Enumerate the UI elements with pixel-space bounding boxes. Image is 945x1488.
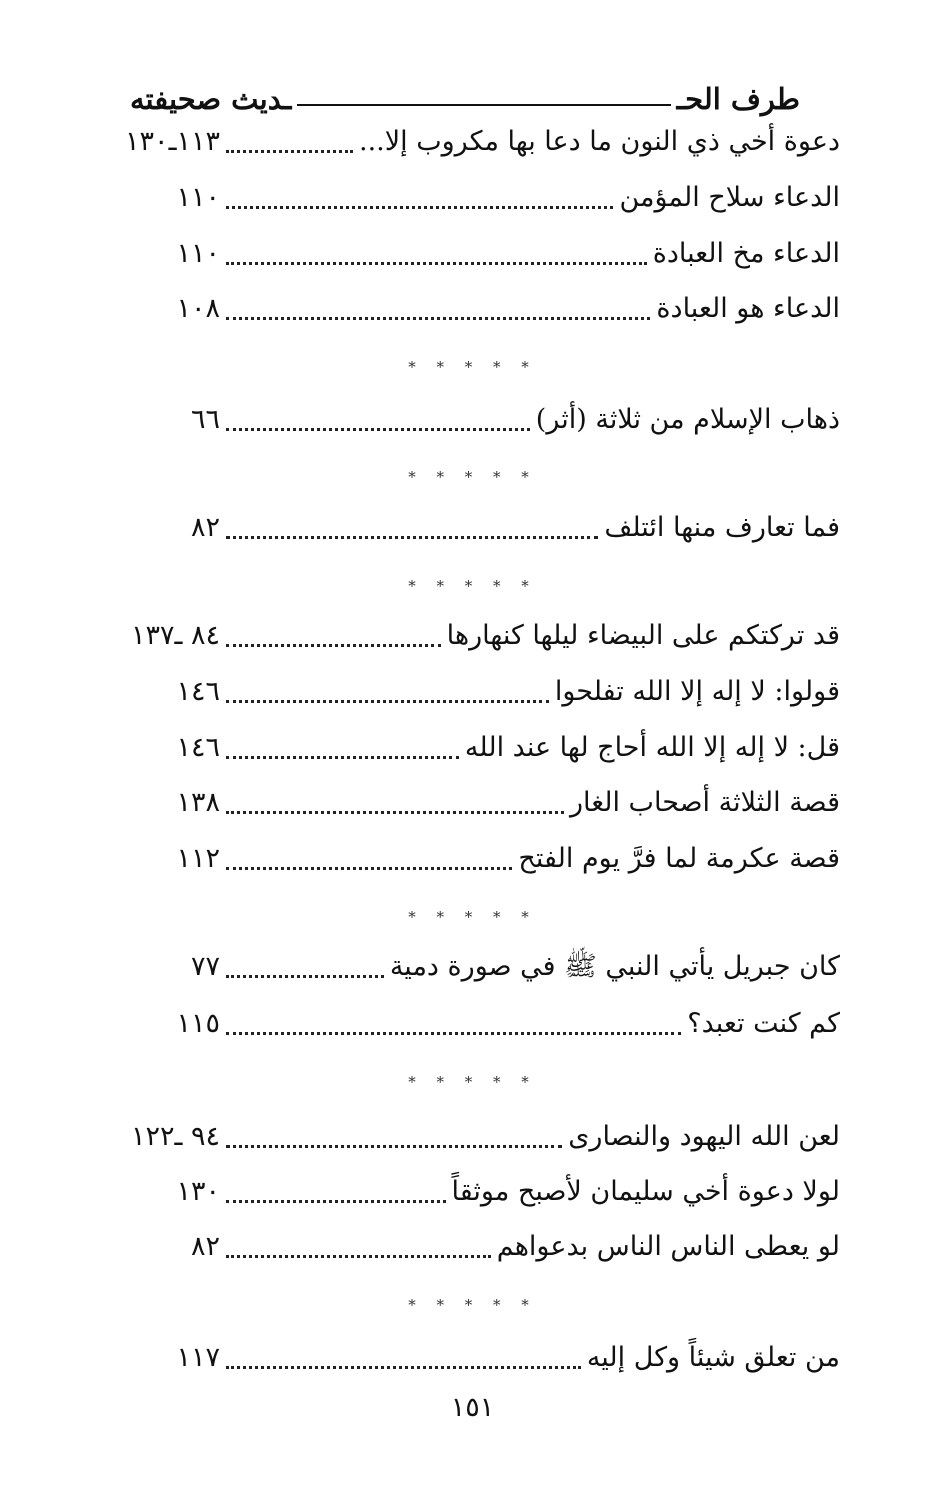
entry-pages: ١٣٨ [176, 787, 220, 818]
header-right-label: طرف الحـ [676, 82, 800, 116]
index-entry [70, 396, 840, 444]
entry-title: قد تركتكم على البيضاء ليلها كنهارها [446, 620, 840, 651]
header-rule [297, 104, 670, 106]
entry-pages: ١٤٦ [176, 732, 220, 763]
entry-title: الدعاء هو العبادة [656, 293, 840, 324]
entry-title: لعن الله اليهود والنصارى [568, 1121, 840, 1152]
dot-leader [226, 1366, 581, 1369]
index-entry [70, 230, 840, 278]
dot-leader [226, 1032, 681, 1035]
entry-title: دعوة أخي ذي النون ما دعا بها مكروب إلا... [358, 126, 840, 157]
entry-pages: ١٠٨ [176, 293, 220, 324]
entry-title: الدعاء سلاح المؤمن [619, 182, 840, 213]
index-entry [70, 1113, 840, 1161]
dot-leader [226, 700, 549, 703]
entry-pages: ٨٢ [190, 512, 220, 543]
index-entry [70, 504, 840, 552]
entry-pages: ٩٤ ـ١٢٢ [130, 1121, 220, 1152]
entry-title: من تعلق شيئاً وكل إليه [586, 1342, 840, 1373]
dot-leader [226, 1145, 562, 1148]
index-entry [70, 174, 840, 222]
dot-leader [226, 206, 613, 209]
dot-leader [226, 262, 647, 265]
entry-title: كان جبريل يأتي النبي ﷺ في صورة دمية [389, 951, 840, 982]
index-entry [70, 285, 840, 333]
dot-leader [226, 756, 459, 759]
entry-title: فما تعارف منها ائتلف [604, 512, 840, 543]
section-separator: * * * * * [408, 577, 537, 595]
entry-pages: ٨٤ ـ١٣٧ [130, 620, 220, 651]
dot-leader [226, 811, 564, 814]
index-header [130, 66, 800, 116]
dot-leader [226, 644, 441, 647]
entry-title: الدعاء مخ العبادة [652, 238, 840, 269]
entry-title: قولوا: لا إله إلا الله تفلحوا [554, 676, 840, 707]
index-entry [70, 835, 840, 883]
section-separator: * * * * * [408, 1073, 537, 1091]
section-separator: * * * * * [408, 908, 537, 926]
entry-title: ذهاب الإسلام من ثلاثة (أثر) [535, 404, 840, 435]
dot-leader [226, 317, 650, 320]
entry-title: قل: لا إله إلا الله أحاج لها عند الله [464, 732, 840, 763]
entry-pages: ٧٧ [190, 951, 220, 982]
index-entry [70, 1223, 840, 1271]
dot-leader [226, 150, 353, 153]
dot-leader [226, 975, 384, 978]
index-entry [70, 1168, 840, 1216]
section-separator: * * * * * [408, 358, 537, 376]
section-separator: * * * * * [408, 468, 537, 486]
index-entry [70, 724, 840, 772]
entry-pages: ١١٥ [176, 1008, 220, 1039]
entry-pages: ١١٧ [176, 1342, 220, 1373]
entry-pages: ٦٦ [190, 404, 220, 435]
header-left-label: ـديث صحيفته [130, 82, 292, 116]
dot-leader [226, 1200, 446, 1203]
index-entry [70, 612, 840, 660]
page-number: ١٥١ [450, 1392, 495, 1423]
entry-pages: ١١٠ [176, 238, 220, 269]
index-entry [70, 943, 840, 991]
dot-leader [226, 867, 512, 870]
index-entry [70, 779, 840, 827]
entry-title: لولا دعوة أخي سليمان لأصبح موثقاً [451, 1176, 840, 1207]
section-separator: * * * * * [408, 1296, 537, 1314]
entry-pages: ١١٠ [176, 182, 220, 213]
dot-leader [226, 536, 598, 539]
index-entry [70, 1334, 840, 1382]
entry-title: كم كنت تعبد؟ [687, 1008, 840, 1039]
index-entry [70, 1000, 840, 1048]
dot-leader [226, 1255, 491, 1258]
entry-title: قصة الثلاثة أصحاب الغار [569, 787, 840, 818]
entry-pages: ١١٣ـ١٣٠ [125, 126, 220, 157]
index-entry [70, 118, 840, 166]
entry-pages: ٨٢ [190, 1231, 220, 1262]
entry-pages: ١٤٦ [176, 676, 220, 707]
entry-title: لو يعطى الناس الناس بدعواهم [496, 1231, 840, 1262]
entry-title: قصة عكرمة لما فرَّ يوم الفتح [518, 843, 840, 874]
dot-leader [226, 428, 530, 431]
entry-pages: ١١٢ [176, 843, 220, 874]
entry-pages: ١٣٠ [176, 1176, 220, 1207]
index-entry [70, 668, 840, 716]
